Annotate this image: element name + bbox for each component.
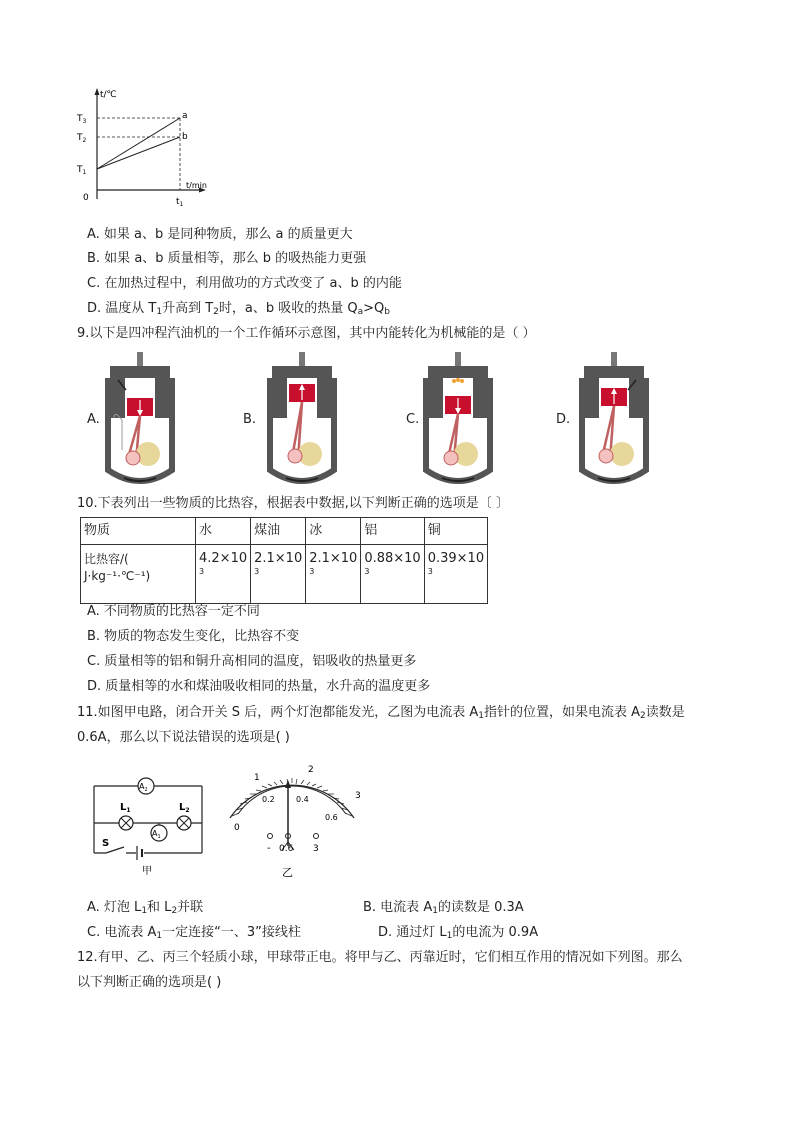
q10-option-b[interactable]: B. 物质的物态发生变化，比热容不变	[87, 629, 300, 644]
q9-label-d[interactable]: D.	[556, 412, 571, 427]
q11-stem-line2: 0.6A，那么以下说法错误的选项是( )	[77, 730, 290, 745]
table-header-cell: 冰	[306, 518, 361, 545]
tick-T1: $T_1$	[77, 165, 87, 176]
table-cell: 2.1×10 3	[306, 545, 361, 604]
lamp-l2-label: $L_2$	[179, 802, 190, 814]
q9-label-b[interactable]: B.	[243, 412, 257, 427]
y-axis-label: t/℃	[100, 90, 117, 100]
q11-stem-line1: 11.如图甲电路，闭合开关 S 后，两个灯泡都能发光，乙图为电流表 $A_1$指针的位置，如果电流表 $A_2$读数是	[77, 705, 685, 721]
circuit-caption: 甲	[142, 866, 152, 877]
table-cell: 0.39×10 3	[424, 545, 487, 604]
dial-caption: 乙	[282, 866, 293, 879]
tick-T2: $T_2$	[77, 133, 87, 144]
origin-label: 0	[83, 193, 89, 203]
q11-option-c[interactable]: C. 电流表 $A_1$一定连接“一、3”接线柱	[87, 925, 301, 941]
q10-option-d[interactable]: D. 质量相等的水和煤油吸收相同的热量，水升高的温度更多	[87, 679, 431, 694]
dial-top-tick-2: 2	[308, 765, 314, 775]
line-b-label: b	[182, 132, 188, 142]
lamp-l1-label: $L_1$	[120, 802, 131, 814]
q10-option-c[interactable]: C. 质量相等的铝和铜升高相同的温度，铝吸收的热量更多	[87, 654, 417, 669]
terminal-06: 0.6	[279, 844, 294, 854]
dial-bottom-tick-04: 0.4	[296, 795, 309, 804]
line-b	[97, 137, 180, 169]
q12-stem-line1: 12.有甲、乙、丙三个轻质小球，甲球带正电。将甲与乙、丙靠近时，它们相互作用的情况如下列图。那么	[77, 950, 683, 965]
table-row-label: 比热容/( J·kg⁻¹·℃⁻¹)	[81, 545, 196, 604]
engine-diagram-b	[262, 350, 342, 490]
line-a-label: a	[182, 111, 188, 121]
q8-option-b[interactable]: B. 如果 a、b 质量相等，那么 b 的吸热能力更强	[87, 251, 367, 266]
switch-label: S	[102, 838, 110, 849]
q9-stem: 9.以下是四冲程汽油机的一个工作循环示意图，其中内能转化为机械能的是（ ）	[77, 326, 536, 341]
q11-option-d[interactable]: D. 通过灯 $L_1$的电流为 0.9A	[378, 925, 539, 941]
line-a	[97, 118, 180, 169]
table-header-cell: 煤油	[251, 518, 306, 545]
engine-diagram-a	[100, 350, 180, 490]
terminal-3: 3	[313, 844, 319, 854]
ammeter-a2-label: $A_2$	[139, 782, 148, 793]
circuit-diagram	[84, 768, 214, 880]
q8-option-d[interactable]: D. 温度从 $T_1$升高到 $T_2$时，a、b 吸收的热量 $Q_a>Q_b$	[87, 301, 390, 317]
temperature-time-graph	[72, 84, 222, 210]
dial-bottom-tick-0: 0	[234, 823, 240, 833]
q12-stem-line2: 以下判断正确的选项是( )	[77, 975, 222, 990]
dial-top-tick-1: 1	[254, 773, 260, 783]
engine-diagram-c	[418, 350, 498, 490]
x-axis-label: t/min	[186, 181, 207, 190]
table-cell: 0.88×10 3	[361, 545, 424, 604]
dial-top-tick-3: 3	[355, 791, 361, 801]
table-cell: 4.2×10 3	[196, 545, 251, 604]
table-header-row	[81, 518, 488, 545]
table-header-cell: 水	[196, 518, 251, 545]
q10-option-a[interactable]: A. 不同物质的比热容一定不同	[87, 604, 260, 619]
ammeter-dial	[222, 758, 372, 884]
q10-stem: 10.下表列出一些物质的比热容，根据表中数据,以下判断正确的选项是〔 〕	[77, 496, 509, 511]
ammeter-a1-label: $A_1$	[152, 829, 161, 840]
table-header-cell: 物质	[81, 518, 196, 545]
tick-T3: $T_3$	[77, 114, 87, 125]
table-header-cell: 铜	[424, 518, 487, 545]
q9-label-a[interactable]: A.	[87, 412, 100, 427]
dial-bottom-tick-02: 0.2	[262, 795, 275, 804]
terminal-minus: -	[267, 843, 271, 854]
specific-heat-table	[80, 517, 488, 604]
q8-option-c[interactable]: C. 在加热过程中，利用做功的方式改变了 a、b 的内能	[87, 276, 402, 291]
engine-diagram-d	[574, 350, 654, 490]
table-row	[81, 545, 488, 604]
q11-option-b[interactable]: B. 电流表 $A_1$的读数是 0.3A	[363, 900, 524, 916]
q11-option-a[interactable]: A. 灯泡 $L_1$和 $L_2$并联	[87, 900, 204, 916]
table-cell: 2.1×10 3	[251, 545, 306, 604]
q8-option-a[interactable]: A. 如果 a、b 是同种物质，那么 a 的质量更大	[87, 227, 353, 242]
table-header-cell: 铝	[361, 518, 424, 545]
dial-bottom-tick-06: 0.6	[325, 813, 338, 822]
tick-t1: $t_1$	[176, 197, 184, 208]
q9-label-c[interactable]: C.	[406, 412, 420, 427]
